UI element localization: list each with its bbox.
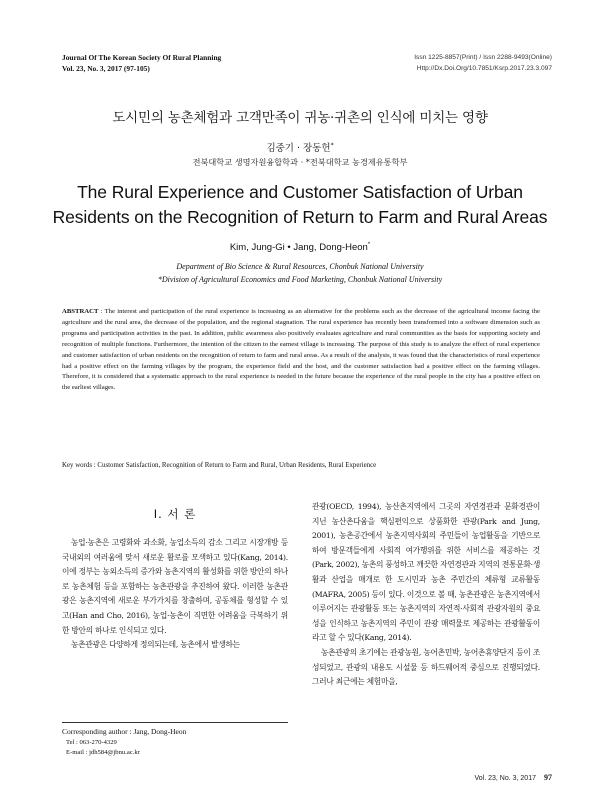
department-2: *Division of Agricultural Economics and Food Marketing, Chonbuk National University [157,275,443,284]
title-korean: 도시민의 농촌체험과 고객만족이 귀농·귀촌의 인식에 미치는 영향 [112,110,488,126]
authors-english [0,242,600,253]
author-phone: Tel : 063-270-4329 [66,738,117,746]
body-paragraph: 농업·농촌은 고령화와 과소화, 농업소득의 감소 그리고 시장개방 등 국내외의 여러움에 맞서 새로운 활로를 모색하고 있다(Kang, 2014). 이에 정부는 농외소득의 증가와 농촌지역의 활성화를 위한 방안의 하나로 농촌체험 등을 포함하는 농촌관광을 추진하여 왔다. 이러한 농촌관광은 농촌지역에 새로운 부가가치를 창출하며, 공동체를 형성할 수 있고(Han and Cho, 2016), 농업·농촌이 직면한 어려움을 극복하기 위한 방안의 하나로 인식되고 있다. [62,538,288,635]
authors-english-mark: * [367,242,371,248]
affiliation-english [0,260,600,286]
page-number: 97 [544,773,552,782]
section-heading: Ⅰ. 서 론 [153,507,197,521]
department-1: Department of Bio Science & Rural Resources, Chonbuk National University [176,262,424,271]
body-column-left [62,500,288,653]
authors-korean-names: 김중기 · 장동헌 [266,143,331,154]
body-paragraph: 관광(OECD, 1994), 농산촌지역에서 그곳의 자연경관과 문화경관이 지닌 농산촌다움을 핵심편익으로 상품화한 관광(Park and Jung, 2001), 농촌공간에서 농촌지역사회의 주민들이 농업활동을 기반으로 하여 방문객들에게 사회적 여가행위를 위한 서비스를 제공하는 것(Park, 2002), 농촌의 풍성하고 깨끗한 자연경관과 지역의 전통문화·생활과 산업을 매개로 한 도시민과 농촌 주민간의 체류형 교류활동(MAFRA, 2005) 등이 있다. 이것으로 볼 때, 농촌관광은 농촌지역에서 이루어지는 관광활동 또는 농촌지역의 자연적·사회적 관광자원의 중요성을 인식하고 농촌지역의 주민이 관광 매력물로 제공하는 관광활동이라고 할 수 있다(Kang, 2014). [312,502,540,643]
footer-volume: Vol. 23, No. 3, 2017 [474,775,536,782]
title-english: The Rural Experience and Customer Satisfaction of Urban Residents on the Recognition of Return to Farm and Rural Areas [52,182,548,227]
authors-english-names: Kim, Jung-Gi • Jang, Dong-Heon [229,242,368,254]
body-paragraph: 농촌관광은 다양하게 정의되는데, 농촌에서 발생하는 [71,640,240,650]
issn-line: Issn 1225-8857(Print) / Issn 2288-9493(Online) [414,54,552,61]
affiliation-korean: 전북대학교 생명자원융합학과 · *전북대학교 농경제유통학부 [192,157,408,167]
keywords: Key words : Customer Satisfaction, Recognition of Return to Farm and Rural, Urban Residents, Rural Experience [62,462,377,469]
footnote [62,726,288,759]
body-paragraph: 농촌관광의 초기에는 관광농원, 농어촌민박, 농어촌휴양단지 등이 조성되었고, 관광의 내용도 시설물 등 하드웨어적 중심으로 진행되었다. 그러나 최근에는 체험마을, [312,647,540,687]
abstract-label: ABSTRACT [62,308,99,315]
corresponding-author: Corresponding author : Jang, Dong-Heon [62,727,187,736]
doi-link[interactable]: Http://Dx.Doi.Org/10.7851/Ksrp.2017.23.3.097 [416,65,552,72]
journal-name: Journal Of The Korean Society Of Rural Planning [62,53,222,62]
page-footer [475,773,553,782]
abstract [62,307,540,394]
journal-header [62,52,221,74]
footnote-divider [62,722,288,723]
abstract-text: : The interest and participation of the rural experience is increasing as an alternative for the problems such as the decrease of the agricultural income facing the agriculture and the rural area, the decrease of the population, and the regional stagnation. The rural experience has recently been transformed into a software dimension such as programs and participation activities in the past. In addition, public awareness also positively evaluates agriculture and rural communities as the basis for supporting society and recognition of multiple functions. Furthermore, the intention of the citizen to the earnest village is increasing. The purpose of this study is to analyze the effect of rural experience and customer satisfaction of urban residents on the recognition of return to farm and rural areas. As a result of the analysis, it was found that the characteristics of rural experience had a positive effect on the farming villages by the program, the experience field and the host, and the customer satisfaction had a positive effect on the farming villages. Therefore, it is considered that a systematic approach to the rural experience is needed in the future because the experience of the rural people in the city has a positive effect on the earliest villages. [62,308,540,392]
authors-korean [0,140,600,154]
authors-korean-mark: * [330,141,334,149]
author-email[interactable]: E-mail : jdh584@jbnu.ac.kr [66,749,140,756]
body-column-right [312,500,540,690]
journal-ids [414,52,552,74]
journal-volume: Vol. 23, No. 3, 2017 (97-105) [62,64,150,73]
